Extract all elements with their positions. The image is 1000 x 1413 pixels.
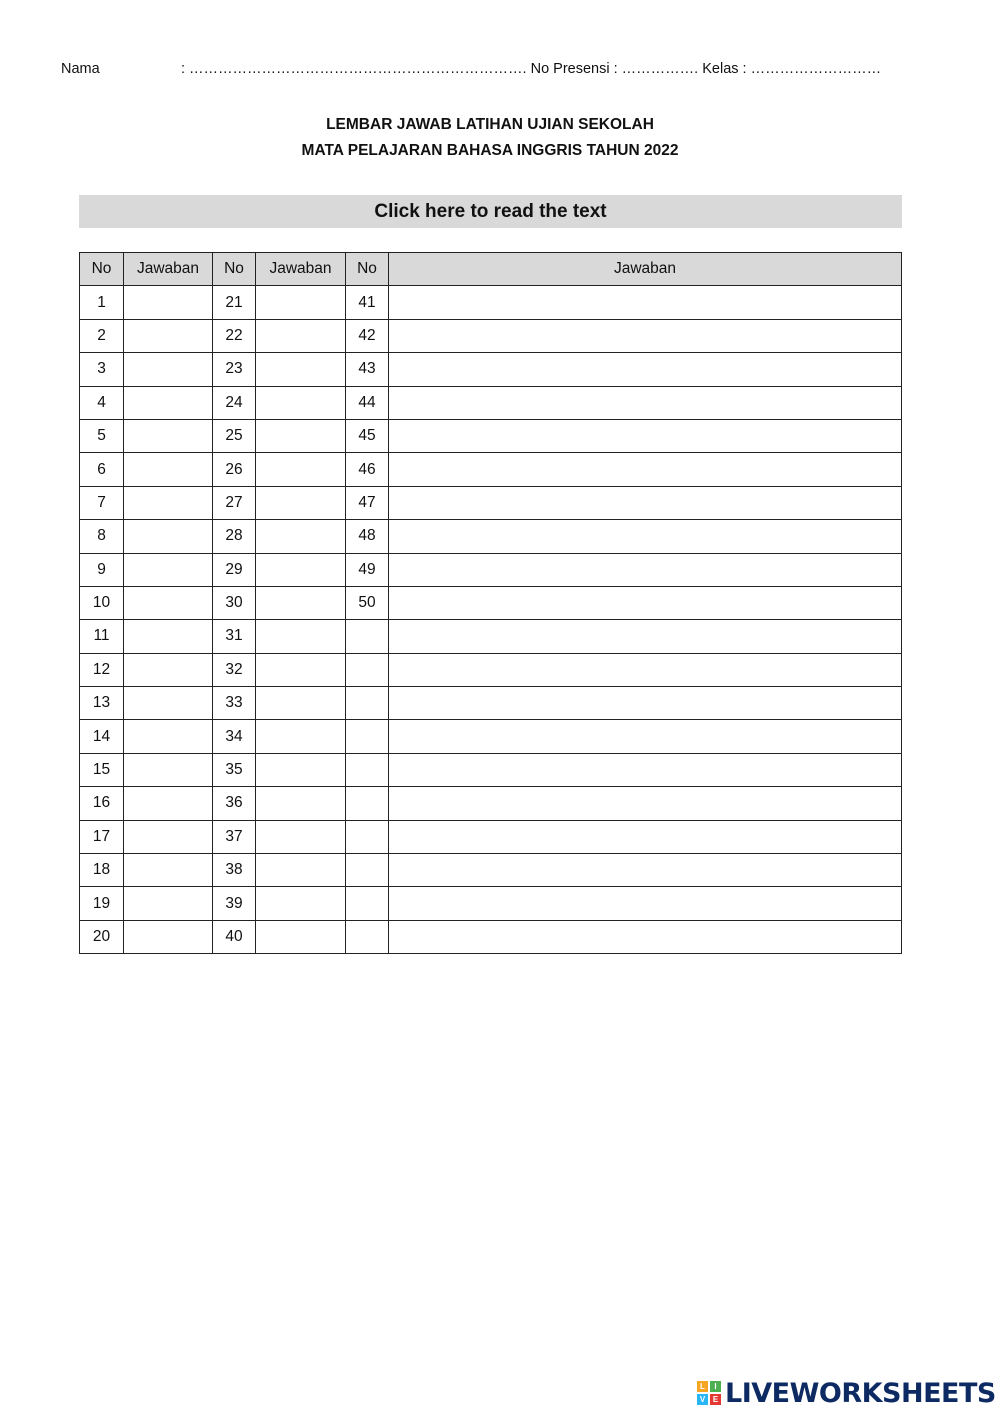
- number-cell: 4: [80, 386, 124, 419]
- answer-cell[interactable]: [256, 920, 346, 953]
- number-cell: 38: [213, 854, 256, 887]
- answer-cell[interactable]: [389, 353, 902, 386]
- header-no-2: No: [213, 253, 256, 286]
- answer-cell[interactable]: [256, 787, 346, 820]
- answer-cell[interactable]: [389, 319, 902, 352]
- page-title-line1: LEMBAR JAWAB LATIHAN UJIAN SEKOLAH: [326, 116, 654, 133]
- table-row: [80, 453, 902, 486]
- number-cell: 31: [213, 620, 256, 653]
- header-jawaban-3: Jawaban: [389, 253, 902, 286]
- answer-cell[interactable]: [124, 620, 213, 653]
- logo-text: LIVEWORKSHEETS: [725, 1377, 996, 1409]
- number-cell: 1: [80, 286, 124, 319]
- number-cell: [346, 887, 389, 920]
- number-cell: 13: [80, 687, 124, 720]
- number-cell: [346, 787, 389, 820]
- answer-cell[interactable]: [124, 653, 213, 686]
- answer-cell[interactable]: [256, 386, 346, 419]
- answer-cell[interactable]: [124, 286, 213, 319]
- answer-table: [79, 252, 902, 954]
- number-cell: 15: [80, 753, 124, 786]
- answer-cell[interactable]: [256, 620, 346, 653]
- answer-cell[interactable]: [389, 553, 902, 586]
- answer-cell[interactable]: [124, 787, 213, 820]
- table-row: [80, 586, 902, 619]
- number-cell: [346, 720, 389, 753]
- answer-cell[interactable]: [124, 887, 213, 920]
- number-cell: 19: [80, 887, 124, 920]
- number-cell: 32: [213, 653, 256, 686]
- answer-cell[interactable]: [389, 486, 902, 519]
- number-cell: 39: [213, 887, 256, 920]
- answer-cell[interactable]: [256, 887, 346, 920]
- answer-cell[interactable]: [124, 486, 213, 519]
- table-row: [80, 486, 902, 519]
- number-cell: 5: [80, 419, 124, 452]
- answer-cell[interactable]: [256, 486, 346, 519]
- header-jawaban-2: Jawaban: [256, 253, 346, 286]
- table-row: [80, 854, 902, 887]
- table-header-row: [80, 253, 902, 286]
- number-cell: 47: [346, 486, 389, 519]
- answer-cell[interactable]: [124, 687, 213, 720]
- table-row: [80, 319, 902, 352]
- answer-cell[interactable]: [256, 720, 346, 753]
- answer-cell[interactable]: [256, 586, 346, 619]
- answer-cell[interactable]: [389, 520, 902, 553]
- number-cell: 43: [346, 353, 389, 386]
- table-row: [80, 753, 902, 786]
- number-cell: 49: [346, 553, 389, 586]
- answer-cell[interactable]: [389, 920, 902, 953]
- liveworksheets-logo: [697, 1377, 996, 1409]
- number-cell: 17: [80, 820, 124, 853]
- number-cell: 24: [213, 386, 256, 419]
- answer-cell[interactable]: [256, 419, 346, 452]
- answer-cell[interactable]: [256, 319, 346, 352]
- answer-cell[interactable]: [124, 854, 213, 887]
- number-cell: 23: [213, 353, 256, 386]
- header-no-1: No: [80, 253, 124, 286]
- number-cell: 26: [213, 453, 256, 486]
- table-row: [80, 520, 902, 553]
- logo-mark-icon: L I V E: [697, 1381, 721, 1405]
- number-cell: [346, 920, 389, 953]
- number-cell: 8: [80, 520, 124, 553]
- page-title-line2: MATA PELAJARAN BAHASA INGGRIS TAHUN 2022: [301, 142, 679, 159]
- answer-cell[interactable]: [389, 753, 902, 786]
- number-cell: 29: [213, 553, 256, 586]
- number-cell: 40: [213, 920, 256, 953]
- number-cell: 42: [346, 319, 389, 352]
- answer-cell[interactable]: [389, 419, 902, 452]
- table-row: [80, 286, 902, 319]
- answer-cell[interactable]: [256, 520, 346, 553]
- answer-cell[interactable]: [124, 586, 213, 619]
- answer-cell[interactable]: [389, 653, 902, 686]
- number-cell: [346, 653, 389, 686]
- number-cell: 16: [80, 787, 124, 820]
- number-cell: 44: [346, 386, 389, 419]
- table-row: [80, 920, 902, 953]
- info-fields: : ……………………………………………………………. No Presensi : ……………. Kelas : ………………………: [181, 61, 882, 77]
- number-cell: 6: [80, 453, 124, 486]
- number-cell: [346, 753, 389, 786]
- answer-cell[interactable]: [124, 920, 213, 953]
- answer-cell[interactable]: [389, 720, 902, 753]
- answer-cell[interactable]: [256, 453, 346, 486]
- answer-cell[interactable]: [256, 653, 346, 686]
- answer-cell[interactable]: [256, 286, 346, 319]
- table-row: [80, 353, 902, 386]
- number-cell: 35: [213, 753, 256, 786]
- answer-cell[interactable]: [256, 687, 346, 720]
- number-cell: 34: [213, 720, 256, 753]
- answer-cell[interactable]: [124, 353, 213, 386]
- read-text-button[interactable]: Click here to read the text: [79, 195, 902, 228]
- nama-label: Nama: [61, 61, 100, 77]
- answer-cell[interactable]: [389, 386, 902, 419]
- answer-cell[interactable]: [124, 820, 213, 853]
- number-cell: 7: [80, 486, 124, 519]
- answer-cell[interactable]: [124, 720, 213, 753]
- number-cell: 36: [213, 787, 256, 820]
- answer-cell[interactable]: [389, 854, 902, 887]
- number-cell: 12: [80, 653, 124, 686]
- answer-cell[interactable]: [389, 787, 902, 820]
- number-cell: 10: [80, 586, 124, 619]
- number-cell: 3: [80, 353, 124, 386]
- table-row: [80, 386, 902, 419]
- answer-cell[interactable]: [124, 319, 213, 352]
- number-cell: 27: [213, 486, 256, 519]
- answer-cell[interactable]: [256, 553, 346, 586]
- answer-cell[interactable]: [389, 453, 902, 486]
- number-cell: 2: [80, 319, 124, 352]
- table-row: [80, 419, 902, 452]
- answer-cell[interactable]: [389, 586, 902, 619]
- number-cell: 18: [80, 854, 124, 887]
- number-cell: 50: [346, 586, 389, 619]
- number-cell: 30: [213, 586, 256, 619]
- answer-cell[interactable]: [256, 753, 346, 786]
- number-cell: [346, 620, 389, 653]
- answer-cell[interactable]: [124, 520, 213, 553]
- answer-cell[interactable]: [124, 419, 213, 452]
- header-jawaban-1: Jawaban: [124, 253, 213, 286]
- answer-cell[interactable]: [389, 286, 902, 319]
- table-row: [80, 553, 902, 586]
- answer-cell[interactable]: [389, 820, 902, 853]
- answer-cell[interactable]: [124, 386, 213, 419]
- answer-cell[interactable]: [124, 753, 213, 786]
- answer-cell[interactable]: [389, 687, 902, 720]
- number-cell: 22: [213, 319, 256, 352]
- answer-cell[interactable]: [256, 353, 346, 386]
- number-cell: [346, 820, 389, 853]
- table-row: [80, 687, 902, 720]
- number-cell: 45: [346, 419, 389, 452]
- number-cell: 21: [213, 286, 256, 319]
- table-row: [80, 620, 902, 653]
- table-row: [80, 787, 902, 820]
- number-cell: 37: [213, 820, 256, 853]
- answer-cell[interactable]: [389, 620, 902, 653]
- table-row: [80, 720, 902, 753]
- number-cell: 33: [213, 687, 256, 720]
- number-cell: 25: [213, 419, 256, 452]
- number-cell: 48: [346, 520, 389, 553]
- answer-cell[interactable]: [124, 553, 213, 586]
- answer-cell[interactable]: [256, 854, 346, 887]
- answer-cell[interactable]: [389, 887, 902, 920]
- table-row: [80, 887, 902, 920]
- answer-cell[interactable]: [256, 820, 346, 853]
- table-row: [80, 820, 902, 853]
- header-no-3: No: [346, 253, 389, 286]
- number-cell: 11: [80, 620, 124, 653]
- number-cell: 28: [213, 520, 256, 553]
- number-cell: 20: [80, 920, 124, 953]
- number-cell: 46: [346, 453, 389, 486]
- number-cell: [346, 687, 389, 720]
- number-cell: 9: [80, 553, 124, 586]
- number-cell: [346, 854, 389, 887]
- answer-cell[interactable]: [124, 453, 213, 486]
- number-cell: 14: [80, 720, 124, 753]
- table-row: [80, 653, 902, 686]
- number-cell: 41: [346, 286, 389, 319]
